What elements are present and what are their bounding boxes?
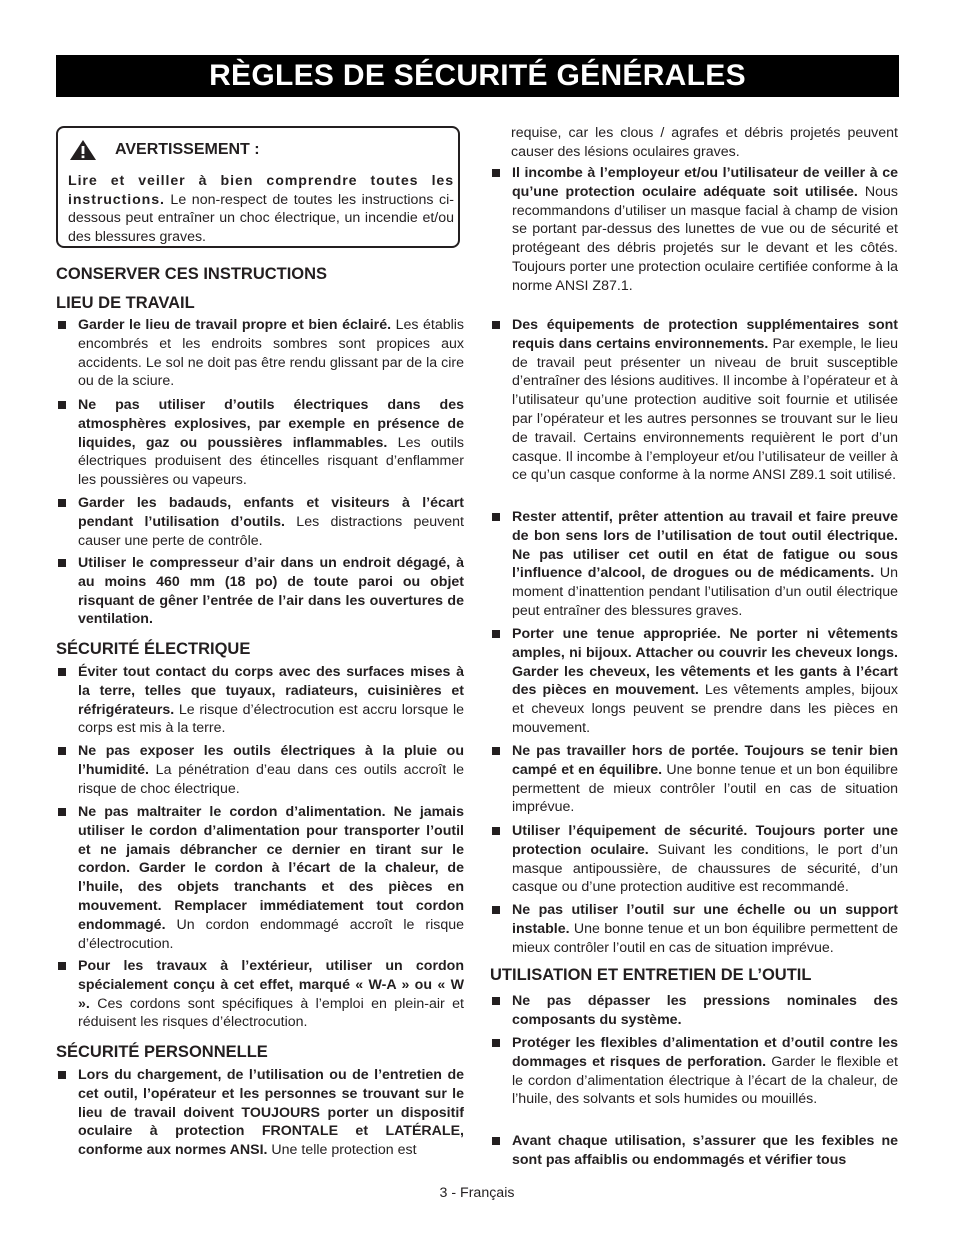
list-item: Protéger les flexibles d’alimentation et d’outil contre les dommages et risques de perforation. Garder le flexible et le cordon d’alimentation électrique à l’écart de la chaleur, de l’huile, des solvants et sols humides ou mouillés. bbox=[490, 1034, 898, 1109]
warning-header bbox=[69, 139, 260, 161]
list-item: Éviter tout contact du corps avec des surfaces mises à la terre, telles que tuyaux, radiateurs, cuisinières et réfrigérateurs. Le risque d’électrocution est accru lorsque le corps est mis à la terre. bbox=[56, 663, 464, 738]
list-item: Des équipements de protection supplémentaires sont requis dans certains environnements. Par exemple, le lieu de travail peut présenter un niveau de bruit susceptible d’entraîner des lésions auditives. Il incombe à l’opérateur et à l’utilisateur qu’une protection auditive soit fournie et utilisée par l’opérateur et les autres personnes se trouvant sur le lieu de travail. Certains environnements requièrent le port d’un casque. Il incombe à l’employeur et/ou l’utilisateur de veiller à ce qu’un casque conforme à la norme ANSI Z89.1 soit utilisé. bbox=[490, 316, 898, 485]
conserver-heading: CONSERVER CES INSTRUCTIONS bbox=[56, 265, 328, 283]
warning-box bbox=[56, 126, 460, 248]
list-item: Avant chaque utilisation, s’assurer que les fexibles ne sont pas affaiblis ou endommagés et vérifier tous bbox=[490, 1132, 898, 1170]
continued-text: requise, car les clous / agrafes et débris projetés peuvent causer des lésions oculaires graves. bbox=[511, 125, 898, 160]
list-item: Porter une tenue appropriée. Ne porter ni vêtements amples, ni bijoux. Attacher ou couvrir les cheveux longs. Garder les cheveux, les vêtements et les gants à l’écart des pièces en mouvement. Les vêtements amples, bijoux et cheveux longs peuvent se prendre dans les pièces en mouvement. bbox=[490, 625, 898, 738]
list-item: Lors du chargement, de l’utilisation ou de l’entretien de cet outil, l’opérateur et les personnes se trouvant sur le lieu de travail doivent TOUJOURS porter un dispositif oculaire à protection FRONTALE et LATÉRALE, conforme aux normes ANSI. Une telle protection est bbox=[56, 1066, 464, 1160]
list-item: Utiliser le compresseur d’air dans un endroit dégagé, à au moins 460 mm (18 po) de toute paroi ou objet risquant de gêner l’entrée de l’air dans les ouvertures de ventilation. bbox=[56, 554, 464, 629]
perso-heading: SÉCURITÉ PERSONNELLE bbox=[56, 1043, 268, 1061]
warning-text: Lire et veiller à bien comprendre toutes les instructions. Le non-respect de toutes les instructions ci-dessous peut entraîner un choc électrique, un incendie et/ou des blessures graves. bbox=[68, 173, 454, 245]
util-heading: UTILISATION ET ENTRETIEN DE L’OUTIL bbox=[490, 966, 812, 984]
warning-title: AVERTISSEMENT : bbox=[115, 141, 260, 158]
list-item: Rester attentif, prêter attention au travail et faire preuve de bon sens lors de l’utilisation de tout outil électrique. Ne pas utiliser cet outil en état de fatigue ou sous l’influence d’alcool, de drogues ou de médicaments. Un moment d’inattention pendant l’utilisation d’un outil électrique peut entraîner des blessures graves. bbox=[490, 508, 898, 621]
list-item: Pour les travaux à l’extérieur, utiliser un cordon spécialement conçu à cet effet, marqué « W-A » ou « W ». Ces cordons sont spécifiques à l’emploi en plein-air et réduisent les risques d’électrocution. bbox=[56, 957, 464, 1032]
list-item: Garder les badauds, enfants et visiteurs à l’écart pendant l’utilisation d’outils. Les distractions peuvent causer une perte de contrôle. bbox=[56, 494, 464, 550]
list-item: Il incombe à l’employeur et/ou l’utilisateur de veiller à ce qu’une protection oculaire adéquate soit utilisée. Nous recommandons d’utiliser un masque facial à champ de vision se portant par-dessus des lunettes de vue ou de sécurité et protégeant des débris projetés sur le devant et les côtés. Toujours porter une protection oculaire certifiée conforme à la norme ANSI Z87.1. bbox=[490, 164, 898, 296]
list-item: Ne pas travailler hors de portée. Toujours se tenir bien campé et en équilibre. Une bonne tenue et un bon équilibre permettent de mieux contrôler l’outil en cas de situation imprévue. bbox=[490, 742, 898, 817]
lieu-heading: LIEU DE TRAVAIL bbox=[56, 294, 195, 312]
list-item: Ne pas dépasser les pressions nominales des composants du système. bbox=[490, 992, 898, 1030]
title-bar bbox=[56, 55, 899, 97]
list-item: Utiliser l’équipement de sécurité. Toujours porter une protection oculaire. Suivant les conditions, le port d’un masque antipoussière, de chaussures de sécurité, d’un casque ou d’une protection auditive est recommandé. bbox=[490, 822, 898, 897]
elec-heading: SÉCURITÉ ÉLECTRIQUE bbox=[56, 640, 251, 658]
list-item: Ne pas utiliser d’outils électriques dans des atmosphères explosives, par exemple en présence de liquides, gaz ou poussières inflammables. Les outils électriques produisent des étincelles risquant d’enflammer les poussières ou vapeurs. bbox=[56, 396, 464, 490]
list-item: Garder le lieu de travail propre et bien éclairé. Les établis encombrés et les endroits sombres sont propices aux accidents. Le sol ne doit pas être rendu glissant par de la cire ou de la sciure. bbox=[56, 316, 464, 391]
list-item: Ne pas maltraiter le cordon d’alimentation. Ne jamais utiliser le cordon d’alimentation pour transporter l’outil et ne jamais débrancher ce dernier en tirant sur le cordon. Garder le cordon à l’écart de la chaleur, de l’huile, des objets tranchants et des pièces en mouvement. Remplacer immédiatement tout cordon endommagé. Un cordon endommagé accroît le risque d’électrocution. bbox=[56, 803, 464, 953]
list-item: Ne pas utiliser l’outil sur une échelle ou un support instable. Une bonne tenue et un bon équilibre permettent de mieux contrôler l’outil en cas de situation imprévue. bbox=[490, 901, 898, 957]
warning-triangle-icon bbox=[69, 139, 97, 161]
list-item: Ne pas exposer les outils électriques à la pluie ou l’humidité. La pénétration d’eau dans ces outils accroît le risque de choc électrique. bbox=[56, 742, 464, 798]
page-title: RÈGLES DE SÉCURITÉ GÉNÉRALES bbox=[209, 59, 746, 92]
page-footer: 3 - Français bbox=[439, 1185, 515, 1201]
